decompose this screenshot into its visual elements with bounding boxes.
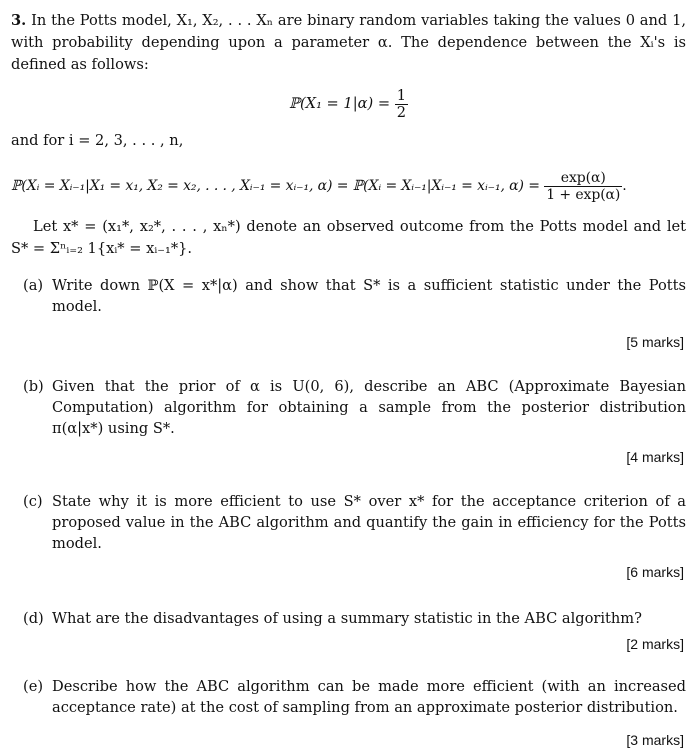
equation-initial-probability [11,84,686,124]
part-c-marks: [6 marks] [626,563,684,580]
part-b [11,376,686,467]
fraction-one-half [395,88,408,121]
part-e-label: (e) [23,677,44,695]
part-b-text: Given that the prior of α is U(0, 6), describe an ABC (Approximate Bayesian Computation) algorithm for obtaining a sample from the posterior distribution π(α|x*) using S*. [52,377,686,437]
part-d-text: What are the disadvantages of using a summary statistic in the ABC algorithm? [52,609,642,627]
question-intro-text: In the Potts model, X₁, X₂, . . . Xₙ are binary random variables taking the values 0 and 1, with probability depending upon a parameter α. The dependence between the Xᵢ's is defined as follows: [11,12,686,73]
fraction-numerator: 1 [396,86,406,104]
part-b-label: (b) [23,377,44,395]
part-a-marks: [5 marks] [626,333,684,350]
part-d-marks: [2 marks] [626,635,684,652]
part-c-text: State why it is more efficient to use S* over x* for the acceptance criterion of a proposed value in the ABC algorithm and quantify the gain in efficiency for the Potts model. [52,492,686,552]
fraction-exp [544,170,622,203]
part-a-label: (a) [23,276,44,294]
question-number: 3. [11,12,27,29]
part-a-text: Write down ℙ(X = x*|α) and show that S* is a sufficient statistic under the Potts model. [52,276,686,315]
fraction-denominator: 2 [396,103,406,121]
part-b-marks: [4 marks] [626,448,684,465]
equation-period: . [622,178,627,194]
question-intro [11,10,686,76]
part-d-label: (d) [23,609,44,627]
equation-lhs: ℙ(X₁ = 1|α) = [289,95,391,112]
part-c-label: (c) [23,492,43,510]
equation-conditional-lhs: ℙ(Xᵢ = Xᵢ₋₁|X₁ = x₁, X₂ = x₂, . . . , Xᵢ₋₁ = xᵢ₋₁, α) = ℙ(Xᵢ = Xᵢ₋₁|Xᵢ₋₁ = xᵢ₋₁, α) = [11,178,540,194]
part-e-marks: [3 marks] [626,731,684,748]
fraction-exp-denominator: 1 + exp(α) [546,186,621,203]
part-a [11,275,686,352]
for-i-text: and for i = 2, 3, . . . , n, [11,132,184,149]
part-c [11,491,686,582]
definition-statistic: Let x* = (x₁*, x₂*, . . . , xₙ*) denote an observed outcome from the Potts model and let S* = Σⁿᵢ₌₂ 1{xᵢ* = xᵢ₋₁*}. [11,218,686,257]
equation-conditional-probability [11,166,686,206]
part-e [11,676,686,750]
fraction-exp-numerator: exp(α) [544,170,622,187]
part-e-text: Describe how the ABC algorithm can be made more efficient (with an increased acceptance rate) at the cost of sampling from an approximate posterior distribution. [52,677,686,716]
part-d [11,608,686,654]
